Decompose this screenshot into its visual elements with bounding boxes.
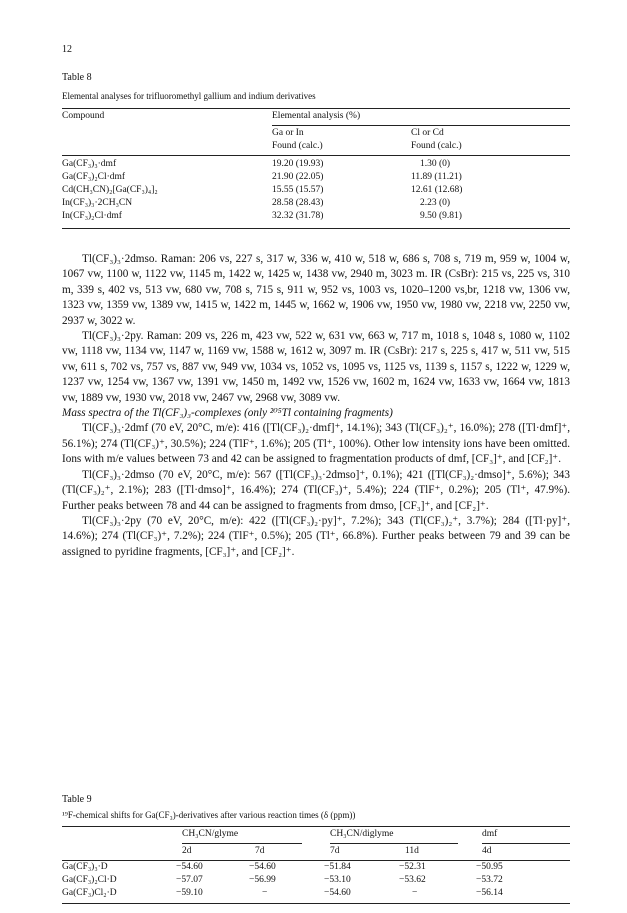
table8-cell-compound: Ga(CF₃)₃·dmf: [62, 159, 117, 169]
mass-spectra-dmf-paragraph: Tl(CF₃)₃·2dmf (70 eV, 20°C, m/e): 416 ([Tl(CF₃)₂·dmf]⁺, 14.1%); 343 (Tl(CF₃)₂⁺, 16.0%); 278 ([Tl·dmf]⁺, 56.1%); 274 (Tl(CF₃)⁺, 30.5%); 224 (TlF⁺, 1.6%); 205 (Tl⁺, 100%). Other low intensity ions have been omitted. Ions with m/e values between 73 and 42 can be assigned to fragmentation products of dmf, [CF₃]⁺, and [CF₂]⁺.: [62, 422, 570, 466]
table9-time: 4d: [482, 846, 492, 856]
table8-cell-ga-in: 15.55 (15.57): [272, 185, 324, 195]
table8-header-rule: [62, 155, 570, 156]
table8-cell-cl-cd: 1.30 (0): [420, 159, 451, 169]
table9-caption: ¹⁹F-chemical shifts for Ga(CF₃)-derivatives after various reaction times (δ (ppm)): [62, 810, 356, 820]
table9-label: Table 9: [62, 794, 92, 805]
table8-cell-compound: Cd(CH₃CN)₂[Ga(CF₃)₄]₂: [62, 185, 158, 195]
table8-top-rule: [62, 108, 570, 109]
table8-col1-line1: Ga or In: [272, 128, 304, 138]
table8-cell-ga-in: 32.32 (31.78): [272, 211, 324, 221]
table9-time: 11d: [405, 846, 419, 856]
table8-cell-ga-in: 28.58 (28.43): [272, 198, 324, 208]
table8-cell-cl-cd: 11.89 (11.21): [411, 172, 462, 182]
table9-time: 2d: [182, 846, 192, 856]
mass-spectra-dmso-paragraph: Tl(CF₃)₃·2dmso (70 eV, 20°C, m/e): 567 ([Tl(CF₃)₃·2dmso]⁺, 0.1%); 421 ([Tl(CF₃)₂·dmso]⁺, 5.6%); 343 (Tl(CF₃)₂⁺, 2.1%); 283 ([Tl·dmso]⁺, 16.4%); 274 (Tl(CF₃)⁺, 5.4%); 224 (TlF⁺, 0.2%); 205 (Tl⁺, 47.9%). Further peaks between 78 and 44 can be assigned to fragments from dmso, [CF₃]⁺, and [CF₂]⁺.: [62, 468, 570, 512]
table9-group-glyme: CH₃CN/glyme: [182, 829, 239, 839]
table9-cell-shift: −52.31: [399, 862, 426, 872]
table9-cell-shift: −56.14: [476, 888, 503, 898]
table9-cell-shift: −54.60: [176, 862, 203, 872]
table9-cell-compound: Ga(CF₃)₃·D: [62, 862, 108, 872]
table8-cell-ga-in: 19.20 (19.93): [272, 159, 324, 169]
table9-cell-shift: −56.99: [249, 875, 276, 885]
table9-header-rule: [62, 860, 570, 861]
table9-cell-shift: −57.07: [176, 875, 203, 885]
table9-cell-shift: −53.10: [324, 875, 351, 885]
table9-cell-shift: −53.72: [476, 875, 503, 885]
table9-cell-shift: −53.62: [399, 875, 426, 885]
table9-group-rule: [182, 843, 302, 844]
table9-group-rule: [330, 843, 458, 844]
table8-cell-compound: Ga(CF₃)₂Cl·dmf: [62, 172, 126, 182]
table9-top-rule: [62, 826, 570, 827]
table9-group-diglyme: CH₃CN/diglyme: [330, 829, 394, 839]
table9-bottom-rule: [62, 903, 570, 904]
page-number: 12: [62, 44, 72, 55]
table8-cell-cl-cd: 9.50 (9.81): [420, 211, 462, 221]
table8-header-compound: Compound: [62, 111, 105, 121]
table9-time: 7d: [255, 846, 265, 856]
table8-cell-cl-cd: 12.61 (12.68): [411, 185, 463, 195]
table8-cell-compound: In(CF₃)₂Cl·dmf: [62, 211, 122, 221]
table9-cell-compound: Ga(CF₃)Cl₂·D: [62, 888, 117, 898]
table9-cell-shift: −: [412, 888, 418, 898]
table9-group-rule: [482, 843, 570, 844]
mass-spectra-py-paragraph: Tl(CF₃)₃·2py (70 eV, 20°C, m/e): 422 ([Tl(CF₃)₂·py]⁺, 7.2%); 343 (Tl(CF₃)₂⁺, 3.7%); 284 ([Tl·py]⁺, 14.6%); 274 (Tl(CF₃)⁺, 7.2%); 224 (TlF⁺, 0.5%); 205 (Tl⁺, 66.8%). Further peaks between 79 and 39 can be assigned to pyridine fragments, [CF₃]⁺, and [CF₂]⁺.: [62, 514, 570, 558]
tl-dmso-spectra-paragraph: Tl(CF₃)₃·2dmso. Raman: 206 vs, 227 s, 317 w, 336 w, 410 w, 518 w, 686 s, 708 s, 719 m, 959 w, 1004 w, 1067 vw, 1100 w, 1122 vw, 1145 m, 1422 w, 1425 w, 1438 vw, 2940 m, 3023 m. IR (CsBr): 215 vs, 225 vs, 310 m, 339 s, 402 vs, 513 vw, 680 vw, 708 s, 715 s, 911 w, 952 vs, 1003 vs, 1020–1200 vs,br, 1218 vw, 1306 vw, 1323 vw, 1359 vw, 1389 vw, 1415 w, 1422 m, 1445 w, 1662 w, 1906 vw, 1950 vw, 1980 vw, 2218 vw, 2250 vw, 2937 w, 3022 w.: [62, 253, 570, 327]
table8-header-group: Elemental analysis (%): [272, 111, 361, 121]
table8-cell-ga-in: 21.90 (22.05): [272, 172, 324, 182]
table8-group-rule: [272, 125, 570, 126]
body-text: [62, 252, 570, 560]
table8-cell-cl-cd: 2.23 (0): [420, 198, 451, 208]
table9-group-dmf: dmf: [482, 829, 498, 839]
table8-col2-line2: Found (calc.): [411, 141, 462, 151]
table9-cell-shift: −54.60: [324, 888, 351, 898]
table9-cell-shift: −: [262, 888, 268, 898]
table8-bottom-rule: [62, 228, 570, 229]
table9-cell-compound: Ga(CF₃)₂Cl·D: [62, 875, 117, 885]
table8-caption: Elemental analyses for trifluoromethyl gallium and indium derivatives: [62, 91, 316, 101]
table8-col2-line1: Cl or Cd: [411, 128, 444, 138]
table8-col1-line2: Found (calc.): [272, 141, 323, 151]
table8-label: Table 8: [62, 72, 92, 83]
table9-cell-shift: −59.10: [176, 888, 203, 898]
table9-cell-shift: −54.60: [249, 862, 276, 872]
table8-cell-compound: In(CF₃)₃·2CH₃CN: [62, 198, 133, 208]
table9-cell-shift: −51.84: [324, 862, 351, 872]
table9-time: 7d: [330, 846, 340, 856]
mass-spectra-heading: Mass spectra of the Tl(CF₃)₃-complexes (only ²⁰⁵Tl containing fragments): [62, 407, 393, 420]
table9-cell-shift: −50.95: [476, 862, 503, 872]
tl-py-spectra-paragraph: Tl(CF₃)₃·2py. Raman: 209 vs, 226 m, 423 vw, 522 w, 631 vw, 663 w, 717 m, 1018 s, 1048 s, 1080 w, 1102 vw, 1118 vw, 1134 vw, 1147 w, 1169 vw, 1588 w, 1612 w, 3097 m. IR (CsBr): 217 s, 225 s, 417 w, 511 vw, 515 vw, 611 s, 702 vs, 757 vs, 887 vw, 949 vw, 1034 vs, 1052 vs, 1095 vs, 1125 vs, 1139 s, 1157 s, 1222 w, 1229 w, 1237 vw, 1254 vw, 1367 vw, 1391 vw, 1450 m, 1492 vw, 1526 vw, 1602 m, 1624 vw, 1633 vw, 1664 vw, 1813 vw, 1889 vw, 1930 vw, 2018 vw, 2467 vw, 2968 vw, 3089 vw.: [62, 330, 570, 404]
